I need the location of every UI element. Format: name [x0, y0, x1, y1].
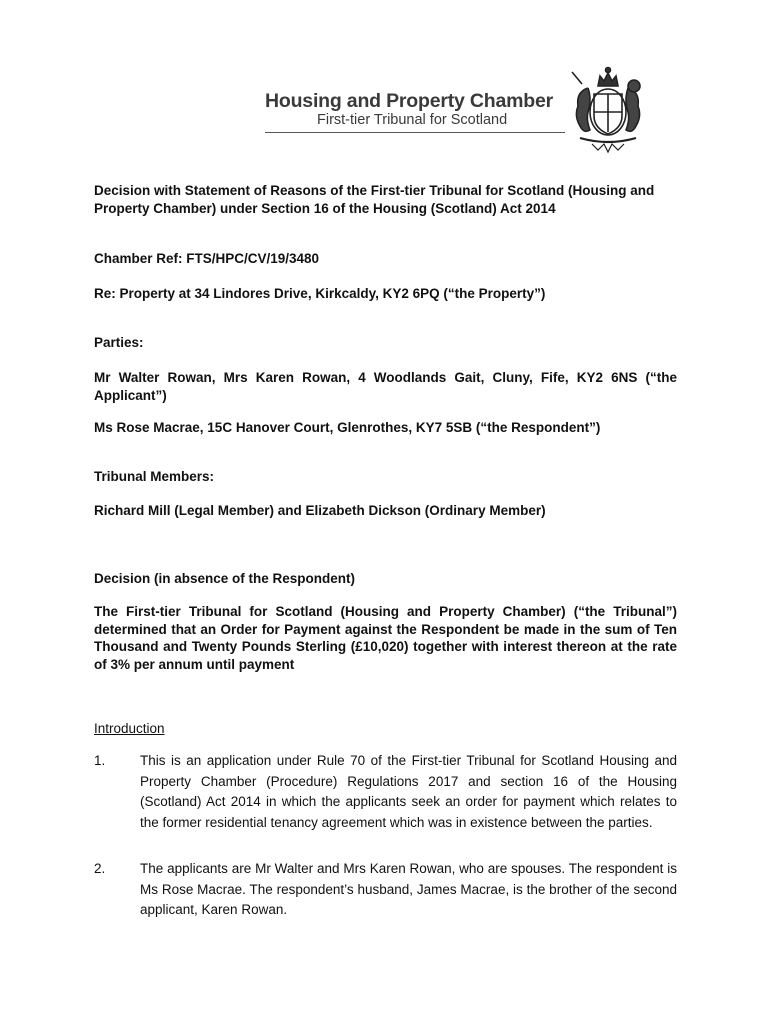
applicant-party: Mr Walter Rowan, Mrs Karen Rowan, 4 Woodlands Gait, Cluny, Fife, KY2 6NS (“the Applicant”)	[94, 370, 677, 403]
paragraph-text: The applicants are Mr Walter and Mrs Karen Rowan, who are spouses. The respondent is Ms Rose Macrae. The respondent’s husband, James Macrae, is the brother of the second applicant, Karen Rowan.	[140, 861, 677, 917]
members-heading: Tribunal Members:	[94, 469, 215, 484]
paragraph-number: 1.	[94, 753, 106, 768]
respondent-party: Ms Rose Macrae, 15C Hanover Court, Glenrothes, KY7 5SB (“the Respondent”)	[94, 420, 601, 435]
document-title: Decision with Statement of Reasons of the First-tier Tribunal for Scotland (Housing and Property Chamber) under Section 16 of the Housing (Scotland) Act 2014	[94, 183, 655, 216]
property-reference: Re: Property at 34 Lindores Drive, Kirkcaldy, KY2 6PQ (“the Property”)	[94, 286, 546, 301]
decision-text: The First-tier Tribunal for Scotland (Housing and Property Chamber) (“the Tribunal”) determined that an Order for Payment against the Respondent be made in the sum of Ten Thousand and Twenty Pounds Sterling (£10,020) together with interest thereon at the rate of 3% per annum until payment	[94, 604, 677, 672]
introduction-heading: Introduction	[94, 721, 165, 736]
letterhead-rule	[265, 132, 565, 133]
org-subtitle: First-tier Tribunal for Scotland	[317, 112, 508, 128]
parties-heading: Parties:	[94, 335, 144, 350]
paragraph-text: This is an application under Rule 70 of the First-tier Tribunal for Scotland Housing and Property Chamber (Procedure) Regulations 2017 and section 16 of the Housing (Scotland) Act 2014 in which the applicants seek an order for payment which relates to the former residential tenancy agreement which was in existence between the parties.	[140, 753, 677, 830]
royal-coat-of-arms-icon	[558, 64, 658, 156]
org-name: Housing and Property Chamber	[265, 90, 554, 112]
paragraph-number: 2.	[94, 861, 106, 876]
decision-heading: Decision (in absence of the Respondent)	[94, 571, 356, 586]
tribunal-members: Richard Mill (Legal Member) and Elizabeth Dickson (Ordinary Member)	[94, 503, 546, 518]
chamber-reference: Chamber Ref: FTS/HPC/CV/19/3480	[94, 251, 320, 266]
letterhead	[262, 64, 682, 156]
